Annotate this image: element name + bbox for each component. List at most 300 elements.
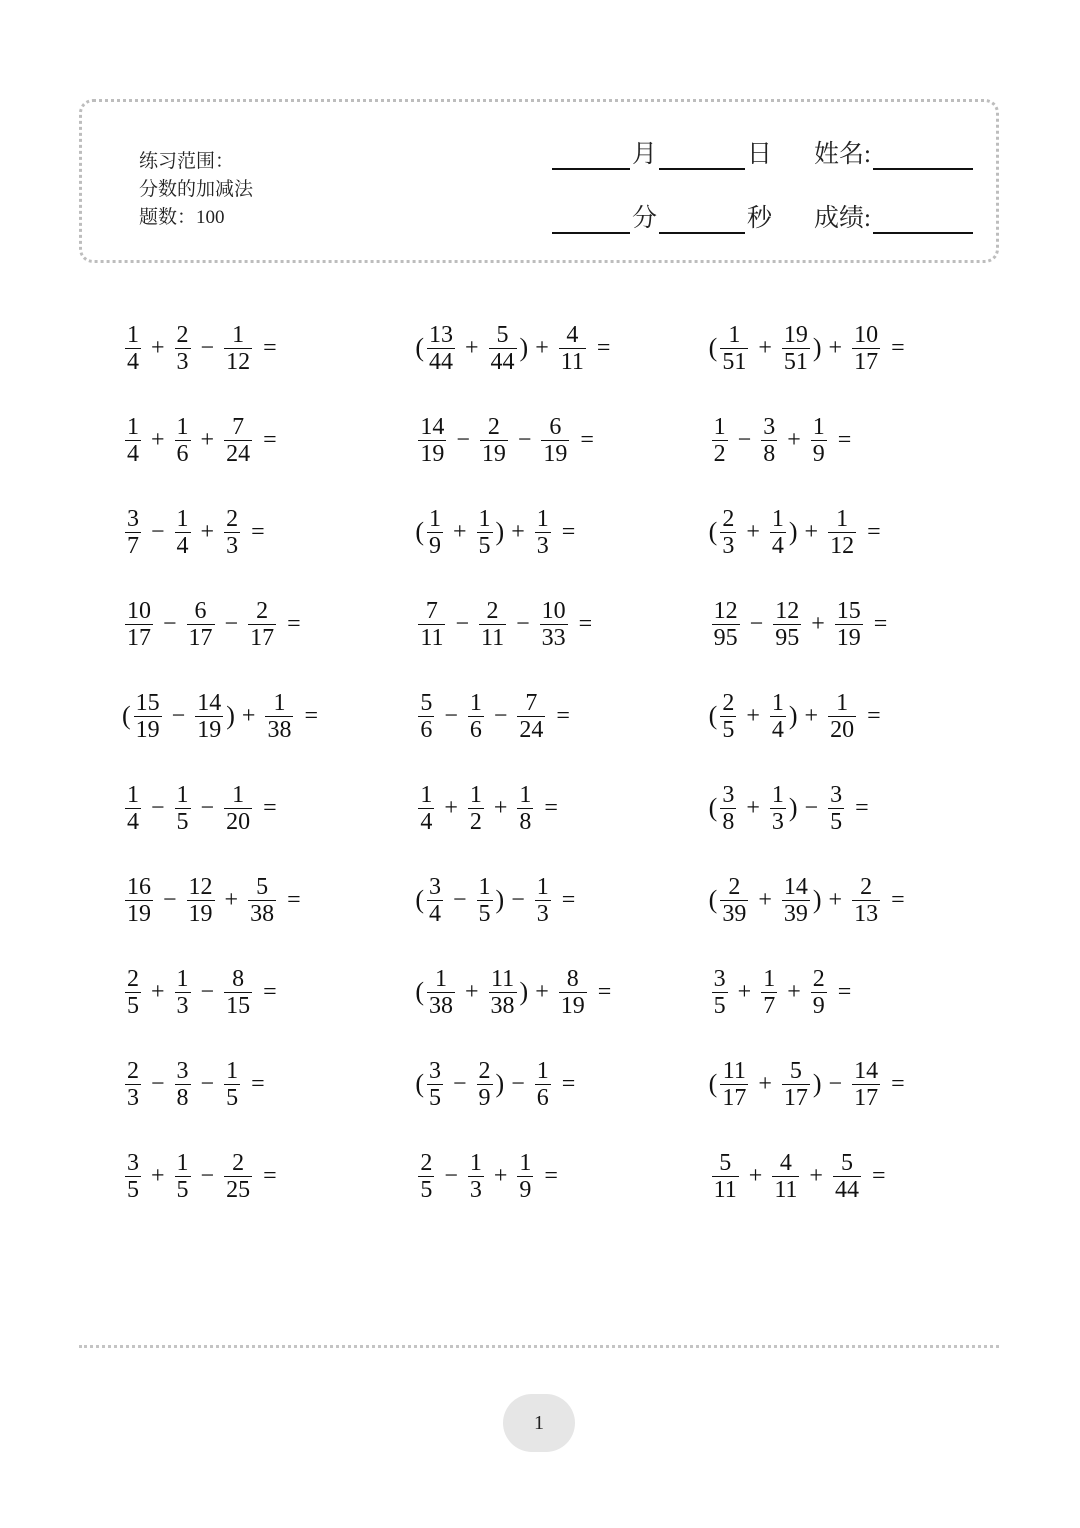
equals-sign: = [561,886,576,913]
fraction [248,874,276,927]
fraction [517,782,533,835]
numerator: 1 [176,505,189,532]
second-blank[interactable] [659,206,745,234]
numerator: 2 [487,413,500,440]
denominator: 95 [713,624,738,651]
numerator: 10 [541,597,566,624]
fraction [761,414,777,467]
numerator: 12 [188,873,213,900]
fraction [248,598,276,651]
denominator: 9 [812,440,825,467]
numerator: 1 [127,781,139,808]
operator: − [749,610,764,637]
numerator: 5 [256,873,269,900]
equals-sign: = [263,334,277,361]
numerator: 1 [771,689,784,716]
fraction [224,966,252,1019]
denominator: 5 [176,1176,189,1203]
parenthesis: ) [495,517,505,546]
equals-sign: = [837,978,852,1005]
fraction [427,1058,443,1111]
equals-sign: = [867,518,881,545]
problem-grid [122,318,1002,1238]
operator: + [758,334,772,361]
numerator: 1 [232,781,245,808]
denominator: 19 [135,716,160,743]
operator: − [517,426,532,453]
footer-divider [79,1345,999,1348]
denominator: 44 [490,348,515,375]
denominator: 9 [519,1176,532,1203]
problem [122,1146,415,1206]
fraction [852,1058,880,1111]
operator: − [455,610,469,637]
denominator: 8 [763,440,776,467]
numerator: 7 [232,413,245,440]
denominator: 95 [775,624,800,651]
operator: − [444,702,458,729]
problem [122,594,415,654]
problem [122,318,415,378]
parenthesis: ) [495,1069,505,1098]
numerator: 2 [812,965,825,992]
denominator: 19 [420,440,445,467]
fraction [489,966,517,1019]
numerator: 3 [429,1057,441,1084]
fraction [125,966,141,1019]
denominator: 19 [127,900,151,927]
range-label: 练习范围： [139,151,235,172]
denominator: 2 [713,440,726,467]
parenthesis: ( [415,885,424,914]
parenthesis: ( [708,793,718,822]
numerator: 2 [256,597,269,624]
fraction [175,1150,191,1203]
numerator: 1 [519,1149,532,1176]
numerator: 11 [490,965,515,992]
denominator: 3 [226,532,239,559]
fraction [187,598,215,651]
header-box [79,99,999,263]
operator: − [200,794,215,821]
numerator: 5 [496,321,509,348]
numerator: 19 [783,321,808,348]
denominator: 5 [478,532,491,559]
numerator: 1 [812,413,825,440]
numerator: 14 [854,1057,879,1084]
numerator: 1 [728,321,741,348]
problem-row [122,1054,1002,1146]
denominator: 5 [420,1176,433,1203]
fraction [712,414,728,467]
numerator: 2 [232,1149,245,1176]
fraction [559,322,586,375]
operator: − [453,1070,467,1097]
denominator: 4 [127,348,139,375]
operator: + [809,1162,823,1189]
denominator: 38 [429,992,453,1019]
operator: + [465,978,479,1005]
numerator: 2 [722,505,735,532]
problem-row [122,870,1002,962]
denominator: 8 [722,808,735,835]
problem [122,686,415,746]
operator: − [171,702,186,729]
numerator: 1 [176,413,189,440]
fraction [773,598,801,651]
parenthesis: ) [226,701,235,730]
equals-sign: = [837,426,852,453]
denominator: 19 [836,624,861,651]
numerator: 1 [771,505,784,532]
denominator: 3 [536,532,549,559]
numerator: 1 [176,781,189,808]
denominator: 11 [774,1176,798,1203]
operator: + [535,978,549,1005]
problem [122,962,415,1022]
operator: + [787,978,801,1005]
equals-sign: = [287,610,301,637]
fraction [175,414,191,467]
fraction [418,598,445,651]
denominator: 3 [536,900,549,927]
fraction [720,782,736,835]
problem [709,318,1002,378]
operator: − [200,1070,215,1097]
denominator: 33 [541,624,566,651]
problem [709,594,1002,654]
numerator: 8 [566,965,579,992]
operator: + [151,978,165,1005]
operator: + [151,1162,165,1189]
numerator: 14 [420,413,445,440]
minute-blank[interactable] [552,206,630,234]
parenthesis: ) [519,333,529,362]
fraction [477,1058,493,1111]
numerator: 8 [232,965,245,992]
numerator: 1 [435,965,447,992]
parenthesis: ( [415,1069,424,1098]
parenthesis: ) [788,793,798,822]
fraction [175,966,191,1019]
equals-sign: = [287,886,301,913]
operator: + [493,794,508,821]
equals-sign: = [855,794,869,821]
denominator: 5 [226,1084,239,1111]
numerator: 1 [176,965,189,992]
denominator: 9 [478,1084,491,1111]
operator: + [493,1162,508,1189]
denominator: 5 [713,992,726,1019]
denominator: 44 [834,1176,859,1203]
fraction [712,598,740,651]
operator: − [151,1070,165,1097]
numerator: 4 [566,321,579,348]
denominator: 17 [854,1084,879,1111]
operator: + [453,518,467,545]
problem [709,778,1002,838]
operator: − [456,426,470,453]
numerator: 13 [429,321,453,348]
numerator: 10 [854,321,879,348]
operator: + [241,702,256,729]
denominator: 11 [560,348,584,375]
denominator: 3 [127,1084,139,1111]
numerator: 1 [771,781,784,808]
numerator: 1 [536,505,549,532]
equals-sign: = [304,702,318,729]
denominator: 2 [469,808,482,835]
time-score-row [552,200,973,234]
operator: + [200,518,215,545]
operator: + [465,334,479,361]
problem [122,1054,415,1114]
fraction [517,1150,533,1203]
fraction [175,322,191,375]
numerator: 1 [429,505,441,532]
numerator: 5 [840,1149,853,1176]
numerator: 7 [425,597,438,624]
date-name-row [552,136,973,170]
denominator: 11 [480,624,505,651]
parenthesis: ( [708,1069,718,1098]
problem [415,962,708,1022]
operator: + [804,702,819,729]
denominator: 4 [127,808,139,835]
page-number-badge [503,1394,575,1452]
denominator: 13 [854,900,879,927]
fraction [418,782,434,835]
denominator: 5 [830,808,843,835]
denominator: 7 [763,992,776,1019]
numerator: 2 [226,505,239,532]
denominator: 39 [783,900,808,927]
numerator: 15 [836,597,861,624]
fraction [712,1150,739,1203]
equals-sign: = [263,794,277,821]
operator: + [746,702,760,729]
numerator: 2 [478,1057,491,1084]
denominator: 5 [722,716,735,743]
problem [122,410,415,470]
problem-row [122,410,1002,502]
parenthesis: ( [708,333,718,362]
fraction [125,414,141,467]
fraction [720,1058,748,1111]
numerator: 16 [127,873,151,900]
denominator: 38 [250,900,275,927]
numerator: 1 [469,1149,482,1176]
denominator: 3 [176,992,189,1019]
equals-sign: = [556,702,570,729]
numerator: 7 [525,689,538,716]
denominator: 15 [226,992,251,1019]
fraction [535,1058,551,1111]
operator: + [748,1162,763,1189]
denominator: 17 [127,624,151,651]
fraction [477,506,493,559]
fraction [468,690,484,743]
denominator: 5 [127,992,139,1019]
equals-sign: = [596,334,611,361]
month-blank[interactable] [552,142,630,170]
operator: + [746,794,760,821]
numerator: 1 [232,321,245,348]
name-blank[interactable] [873,142,973,170]
fraction [125,1150,141,1203]
fraction [125,874,153,927]
denominator: 6 [420,716,433,743]
numerator: 1 [226,1057,239,1084]
equals-sign: = [251,518,265,545]
denominator: 4 [176,532,189,559]
fraction [811,966,827,1019]
fraction [489,322,517,375]
problem [415,778,708,838]
problem-row [122,594,1002,686]
numerator: 3 [830,781,843,808]
score-blank[interactable] [873,206,973,234]
problem [709,686,1002,746]
denominator: 3 [722,532,735,559]
denominator: 17 [250,624,275,651]
numerator: 1 [273,689,286,716]
parenthesis: ( [708,517,718,546]
fraction [175,782,191,835]
operator: + [151,426,165,453]
fraction [517,690,545,743]
fraction [468,1150,484,1203]
denominator: 25 [226,1176,251,1203]
numerator: 1 [478,505,491,532]
numerator: 15 [135,689,160,716]
denominator: 3 [176,348,189,375]
problem [709,1054,1002,1114]
fraction [480,414,508,467]
operator: + [535,334,549,361]
name-label: 姓名: [814,141,871,168]
denominator: 19 [481,440,506,467]
denominator: 17 [722,1084,747,1111]
problem [415,686,708,746]
operator: + [828,886,843,913]
equals-sign: = [873,610,888,637]
parenthesis: ( [122,701,131,730]
numerator: 1 [420,781,433,808]
parenthesis: ( [415,517,424,546]
fraction [828,690,856,743]
operator: − [828,1070,843,1097]
problem [709,410,1002,470]
denominator: 6 [469,716,482,743]
fraction [224,1150,252,1203]
parenthesis: ) [812,885,822,914]
numerator: 3 [722,781,735,808]
fraction [175,1058,191,1111]
operator: + [811,610,825,637]
fraction [772,1150,799,1203]
parenthesis: ( [415,333,424,362]
fraction [418,1150,434,1203]
numerator: 2 [860,873,873,900]
day-label: 日 [747,141,773,168]
operator: + [737,978,752,1005]
operator: + [787,426,801,453]
operator: − [511,1070,525,1097]
problem [415,1146,708,1206]
fraction [125,1058,141,1111]
fraction [852,874,880,927]
numerator: 12 [713,597,738,624]
numerator: 1 [536,873,549,900]
fraction [125,322,141,375]
operator: + [758,886,772,913]
denominator: 4 [429,900,441,927]
numerator: 2 [420,1149,433,1176]
denominator: 17 [188,624,213,651]
equals-sign: = [561,518,576,545]
numerator: 2 [722,689,735,716]
numerator: 5 [789,1057,802,1084]
equals-sign: = [263,978,277,1005]
denominator: 19 [560,992,585,1019]
numerator: 1 [519,781,532,808]
problem-row [122,778,1002,870]
equals-sign: = [597,978,612,1005]
operator: + [758,1070,772,1097]
denominator: 38 [267,716,292,743]
denominator: 38 [490,992,515,1019]
numerator: 2 [486,597,499,624]
denominator: 7 [127,532,139,559]
numerator: 3 [429,873,441,900]
denominator: 24 [519,716,544,743]
fraction [265,690,293,743]
parenthesis: ) [812,333,822,362]
denominator: 20 [830,716,855,743]
fraction [427,506,443,559]
numerator: 3 [176,1057,189,1084]
fraction [835,598,863,651]
numerator: 3 [763,413,776,440]
fraction [477,874,493,927]
denominator: 3 [469,1176,482,1203]
day-blank[interactable] [659,142,745,170]
denominator: 39 [722,900,747,927]
numerator: 11 [722,1057,746,1084]
denominator: 5 [478,900,491,927]
fraction [195,690,223,743]
operator: − [200,1162,215,1189]
denominator: 12 [226,348,251,375]
numerator: 1 [478,873,491,900]
equals-sign: = [891,334,905,361]
fraction [852,322,880,375]
denominator: 3 [771,808,784,835]
numerator: 6 [194,597,207,624]
fraction [427,874,443,927]
fraction [224,1058,240,1111]
numerator: 5 [420,689,433,716]
month-label: 月 [632,141,658,168]
equals-sign: = [580,426,594,453]
operator: + [511,518,525,545]
operator: + [828,334,843,361]
fraction [770,690,786,743]
numerator: 1 [836,505,849,532]
denominator: 6 [176,440,189,467]
numerator: 14 [783,873,808,900]
